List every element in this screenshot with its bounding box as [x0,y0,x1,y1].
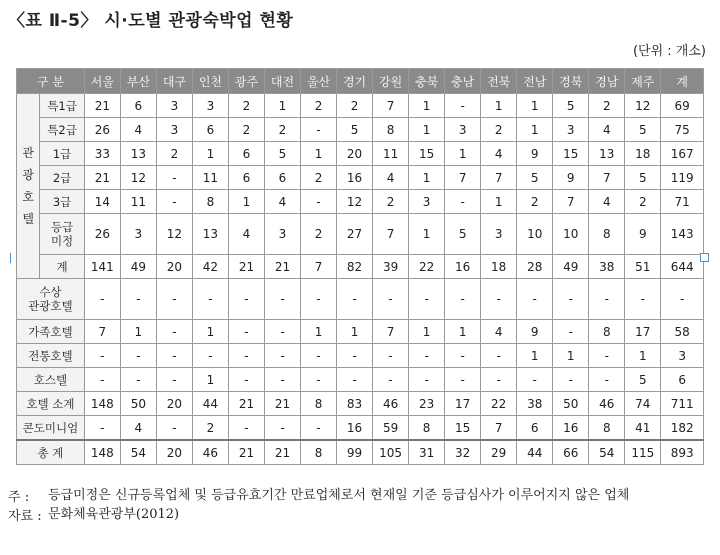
row-label: 수상 관광호텔 [17,279,85,320]
value-cell: 2 [373,190,409,214]
value-cell: 50 [553,392,589,416]
note-line [8,486,708,505]
value-cell: 74 [625,392,661,416]
value-cell: - [156,166,192,190]
value-cell: 21 [228,255,264,279]
value-cell: 15 [409,142,445,166]
value-cell: - [156,344,192,368]
value-cell: - [517,279,553,320]
value-cell: 2 [192,416,228,441]
value-cell: 12 [337,190,373,214]
value-cell: 7 [445,166,481,190]
value-cell: - [228,368,264,392]
value-cell: 3 [445,118,481,142]
header-region: 대전 [264,69,300,94]
value-cell: 3 [553,118,589,142]
row-total-cell: 71 [661,190,704,214]
value-cell: 1 [409,320,445,344]
header-region: 대구 [156,69,192,94]
value-cell: 16 [337,166,373,190]
value-cell: 82 [337,255,373,279]
row-label: 호텔 소계 [17,392,85,416]
value-cell: 4 [481,142,517,166]
value-cell: 15 [445,416,481,441]
value-cell: - [264,416,300,441]
value-cell: - [301,344,337,368]
value-cell: - [120,368,156,392]
value-cell: 1 [445,320,481,344]
value-cell: - [589,279,625,320]
value-cell: 44 [517,440,553,465]
value-cell: 5 [625,118,661,142]
row-label: 3급 [40,190,85,214]
value-cell: 21 [264,255,300,279]
row-total-cell: 182 [661,416,704,441]
note-prefix: 주 : [8,490,30,505]
value-cell: - [445,279,481,320]
value-cell: 1 [481,94,517,118]
lodging-type-row [17,344,704,368]
lodging-type-row [17,416,704,441]
value-cell: 44 [192,392,228,416]
value-cell: 10 [553,214,589,255]
row-total-cell: 893 [661,440,704,465]
value-cell: 21 [84,166,120,190]
value-cell: 10 [517,214,553,255]
value-cell: 20 [337,142,373,166]
row-label: 등급 미정 [40,214,85,255]
value-cell: 6 [228,142,264,166]
value-cell: 8 [589,320,625,344]
row-total-cell: 119 [661,166,704,190]
row-label: 1급 [40,142,85,166]
value-cell: 8 [373,118,409,142]
value-cell: 7 [481,416,517,441]
value-cell: - [156,190,192,214]
value-cell: 5 [625,368,661,392]
value-cell: - [301,190,337,214]
value-cell: 46 [373,392,409,416]
value-cell: 6 [120,94,156,118]
value-cell: - [264,279,300,320]
value-cell: - [156,279,192,320]
row-label: 콘도미니엄 [17,416,85,441]
tourist-hotel-row [17,118,704,142]
value-cell: 5 [625,166,661,190]
value-cell: 50 [120,392,156,416]
value-cell: 2 [589,94,625,118]
value-cell: 5 [337,118,373,142]
row-total-cell: 711 [661,392,704,416]
value-cell: 20 [156,392,192,416]
value-cell: 1 [409,166,445,190]
resize-handle-right[interactable] [700,253,709,262]
value-cell: 21 [264,392,300,416]
value-cell: 4 [120,118,156,142]
row-total-cell: 3 [661,344,704,368]
value-cell: - [337,368,373,392]
row-total-cell: 644 [661,255,704,279]
value-cell: - [409,279,445,320]
lodging-type-row [17,440,704,465]
value-cell: - [445,190,481,214]
lodging-type-row [17,279,704,320]
value-cell: 9 [517,142,553,166]
value-cell: 2 [301,166,337,190]
value-cell: - [373,279,409,320]
value-cell: - [301,416,337,441]
value-cell: 3 [156,94,192,118]
value-cell: 9 [553,166,589,190]
value-cell: 16 [337,416,373,441]
value-cell: - [445,94,481,118]
value-cell: - [228,320,264,344]
unit-label: (단위 : 개소) [632,44,706,59]
value-cell: 7 [84,320,120,344]
value-cell: 5 [264,142,300,166]
tourist-hotel-row [17,142,704,166]
value-cell: 1 [264,94,300,118]
row-label: 특2급 [40,118,85,142]
value-cell: 66 [553,440,589,465]
value-cell: 5 [517,166,553,190]
value-cell: 9 [625,214,661,255]
header-region: 부산 [120,69,156,94]
value-cell: 1 [337,320,373,344]
value-cell: 59 [373,416,409,441]
value-cell: 1 [517,94,553,118]
value-cell: 9 [517,320,553,344]
header-region: 제주 [625,69,661,94]
value-cell: 2 [517,190,553,214]
row-label: 계 [40,255,85,279]
value-cell: 7 [301,255,337,279]
value-cell: 14 [84,190,120,214]
value-cell: 7 [589,166,625,190]
value-cell: - [228,344,264,368]
tourist-hotel-group-label: 관 광 호 텔 [17,94,40,279]
header-region: 광주 [228,69,264,94]
value-cell: 115 [625,440,661,465]
value-cell: - [481,344,517,368]
value-cell: 1 [192,368,228,392]
row-label: 가족호텔 [17,320,85,344]
value-cell: 6 [228,166,264,190]
value-cell: 38 [517,392,553,416]
value-cell: 27 [337,214,373,255]
value-cell: 4 [589,190,625,214]
value-cell: 5 [445,214,481,255]
value-cell: 1 [192,142,228,166]
tourist-hotel-row [17,255,704,279]
value-cell: - [156,320,192,344]
value-cell: 4 [373,166,409,190]
value-cell: 54 [589,440,625,465]
row-label: 특1급 [40,94,85,118]
tourist-hotel-row [17,190,704,214]
value-cell: 3 [120,214,156,255]
value-cell: 8 [301,440,337,465]
value-cell: 26 [84,214,120,255]
row-total-cell: 143 [661,214,704,255]
value-cell: 15 [553,142,589,166]
value-cell: - [481,368,517,392]
value-cell: - [301,368,337,392]
row-label: 총 계 [17,440,85,465]
header-region: 경북 [553,69,589,94]
header-region: 충남 [445,69,481,94]
value-cell: 2 [228,94,264,118]
value-cell: 38 [589,255,625,279]
value-cell: 2 [264,118,300,142]
value-cell: - [120,344,156,368]
value-cell: - [373,344,409,368]
value-cell: - [84,368,120,392]
value-cell: 1 [481,190,517,214]
value-cell: 2 [301,94,337,118]
value-cell: 8 [409,416,445,441]
header-corner: 구 분 [17,69,85,94]
value-cell: - [373,368,409,392]
value-cell: 7 [373,94,409,118]
row-label: 전통호텔 [17,344,85,368]
value-cell: 46 [589,392,625,416]
value-cell: 31 [409,440,445,465]
value-cell: 6 [264,166,300,190]
row-total-cell: 167 [661,142,704,166]
value-cell: 17 [625,320,661,344]
value-cell: - [445,344,481,368]
value-cell: 141 [84,255,120,279]
header-region: 경남 [589,69,625,94]
value-cell: - [264,368,300,392]
header-region: 울산 [301,69,337,94]
value-cell: - [553,279,589,320]
value-cell: 42 [192,255,228,279]
value-cell: - [301,118,337,142]
value-cell: - [553,320,589,344]
value-cell: - [264,320,300,344]
value-cell: 4 [481,320,517,344]
value-cell: 2 [301,214,337,255]
value-cell: 3 [156,118,192,142]
value-cell: - [517,368,553,392]
value-cell: 39 [373,255,409,279]
value-cell: 4 [120,416,156,441]
value-cell: 46 [192,440,228,465]
value-cell: 12 [120,166,156,190]
row-total-cell: 69 [661,94,704,118]
value-cell: 41 [625,416,661,441]
value-cell: 2 [156,142,192,166]
value-cell: 1 [517,344,553,368]
row-total-cell: - [661,279,704,320]
value-cell: 83 [337,392,373,416]
value-cell: - [84,344,120,368]
value-cell: - [625,279,661,320]
value-cell: 1 [517,118,553,142]
value-cell: 99 [337,440,373,465]
value-cell: 1 [409,214,445,255]
value-cell: 148 [84,392,120,416]
lodging-type-row [17,392,704,416]
value-cell: 1 [553,344,589,368]
value-cell: 13 [192,214,228,255]
header-region: 전북 [481,69,517,94]
value-cell: 7 [481,166,517,190]
row-total-cell: 75 [661,118,704,142]
value-cell: 11 [373,142,409,166]
value-cell: - [84,416,120,441]
value-cell: - [156,416,192,441]
value-cell: 5 [553,94,589,118]
value-cell: - [228,279,264,320]
value-cell: - [409,368,445,392]
lodging-type-row [17,368,704,392]
value-cell: 28 [517,255,553,279]
value-cell: 54 [120,440,156,465]
row-total-cell: 58 [661,320,704,344]
value-cell: 1 [409,94,445,118]
source-prefix: 자료 : [8,509,42,524]
value-cell: - [337,279,373,320]
row-label: 2급 [40,166,85,190]
value-cell: 11 [120,190,156,214]
value-cell: 26 [84,118,120,142]
value-cell: - [120,279,156,320]
value-cell: 17 [445,392,481,416]
value-cell: 7 [553,190,589,214]
value-cell: 4 [589,118,625,142]
value-cell: 8 [589,416,625,441]
resize-handle-left[interactable] [10,253,11,263]
tourist-lodging-table [16,68,704,465]
value-cell: 22 [481,392,517,416]
value-cell: 22 [409,255,445,279]
value-cell: 148 [84,440,120,465]
value-cell: 1 [120,320,156,344]
value-cell: - [228,416,264,441]
value-cell: 8 [192,190,228,214]
value-cell: 3 [481,214,517,255]
header-region: 전남 [517,69,553,94]
source-line [8,505,708,524]
row-total-cell: 6 [661,368,704,392]
header-region: 인천 [192,69,228,94]
header-row [17,69,704,94]
value-cell: 6 [517,416,553,441]
value-cell: 49 [120,255,156,279]
value-cell: 2 [625,190,661,214]
value-cell: - [156,368,192,392]
value-cell: 20 [156,440,192,465]
value-cell: 1 [301,142,337,166]
note-text: 등급미정은 신규등록업체 및 등급유효기간 만료업체로서 현재일 기준 등급심사가 이루어지지 않은 업체 [48,488,630,503]
header-region: 강원 [373,69,409,94]
header-region: 경기 [337,69,373,94]
value-cell: 1 [625,344,661,368]
value-cell: 2 [337,94,373,118]
value-cell: 2 [481,118,517,142]
value-cell: 16 [445,255,481,279]
value-cell: 1 [228,190,264,214]
value-cell: 16 [553,416,589,441]
value-cell: - [481,279,517,320]
row-label: 호스텔 [17,368,85,392]
value-cell: 32 [445,440,481,465]
value-cell: 20 [156,255,192,279]
value-cell: - [301,279,337,320]
value-cell: - [409,344,445,368]
value-cell: 13 [589,142,625,166]
value-cell: 8 [301,392,337,416]
value-cell: 4 [264,190,300,214]
value-cell: - [192,279,228,320]
value-cell: 21 [84,94,120,118]
tourist-hotel-row [17,166,704,190]
value-cell: 105 [373,440,409,465]
value-cell: 1 [301,320,337,344]
value-cell: 12 [156,214,192,255]
value-cell: 6 [192,118,228,142]
value-cell: 21 [228,440,264,465]
value-cell: 1 [192,320,228,344]
table-title: 〈표 Ⅱ-5〉 시·도별 관광숙박업 현황 [8,11,294,31]
table-notes [8,486,708,524]
header-total: 계 [661,69,704,94]
value-cell: 3 [264,214,300,255]
value-cell: 21 [228,392,264,416]
value-cell: 23 [409,392,445,416]
header-region: 충북 [409,69,445,94]
value-cell: 8 [589,214,625,255]
value-cell: 49 [553,255,589,279]
value-cell: 51 [625,255,661,279]
value-cell: - [84,279,120,320]
value-cell: - [589,368,625,392]
value-cell: 1 [445,142,481,166]
value-cell: 2 [228,118,264,142]
value-cell: 12 [625,94,661,118]
header-region: 서울 [84,69,120,94]
value-cell: 1 [409,118,445,142]
value-cell: - [445,368,481,392]
value-cell: - [553,368,589,392]
value-cell: 33 [84,142,120,166]
value-cell: 7 [373,214,409,255]
value-cell: 3 [409,190,445,214]
value-cell: - [337,344,373,368]
value-cell: 29 [481,440,517,465]
value-cell: 18 [625,142,661,166]
value-cell: 21 [264,440,300,465]
value-cell: 11 [192,166,228,190]
value-cell: 4 [228,214,264,255]
lodging-type-row [17,320,704,344]
tourist-hotel-row [17,214,704,255]
tourist-hotel-row [17,94,704,118]
value-cell: - [589,344,625,368]
value-cell: 13 [120,142,156,166]
value-cell: - [264,344,300,368]
value-cell: 18 [481,255,517,279]
value-cell: 7 [373,320,409,344]
value-cell: - [192,344,228,368]
source-text: 문화체육관광부(2012) [48,507,180,522]
value-cell: 3 [192,94,228,118]
